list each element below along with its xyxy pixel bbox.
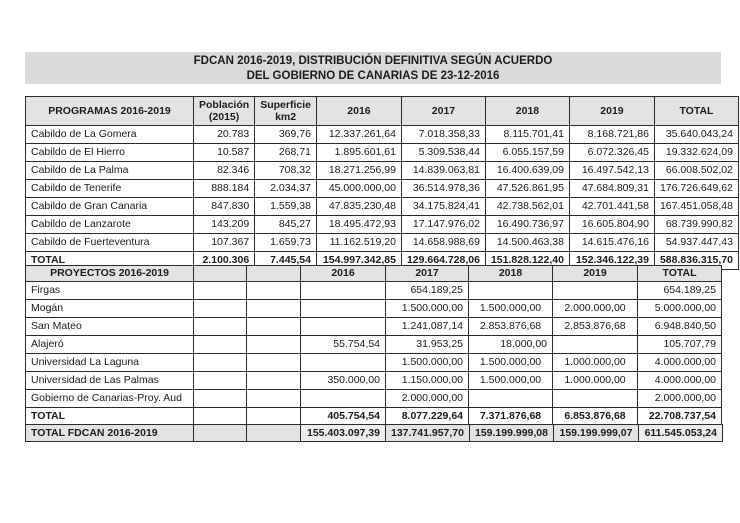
cell-2018	[469, 282, 553, 300]
cell-2017: 1.241.087,14	[386, 318, 469, 336]
cell-2017: 34.175.824,41	[401, 198, 485, 216]
cell-total: 19.332.624,09	[654, 144, 738, 162]
cell-2018: 7.371.876,68	[469, 408, 553, 426]
cell-total: 2.000.000,00	[638, 390, 722, 408]
row-name: Cabildo de La Palma	[26, 162, 194, 180]
cell-2019: 16.497.542,13	[569, 162, 654, 180]
row-name: Cabildo de La Gomera	[26, 126, 194, 144]
cell-total: 68.739.990,82	[654, 216, 738, 234]
cell-superficie: 268,71	[255, 144, 317, 162]
table-row	[26, 336, 722, 354]
row-name: Firgas	[26, 282, 194, 300]
cell-total: 588.836.315,70	[654, 252, 738, 270]
header-proyectos: PROYECTOS 2016-2019	[26, 266, 194, 282]
table-row	[26, 180, 739, 198]
cell-2016	[301, 318, 386, 336]
cell-2018: 1.500.000,00	[469, 300, 553, 318]
cell-superficie: 1.659,73	[255, 234, 317, 252]
header-2019: 2019	[553, 266, 638, 282]
cell-total: 4.000.000,00	[638, 354, 722, 372]
cell-2017: 31.953,25	[386, 336, 469, 354]
proyectos-header-row	[26, 266, 722, 282]
cell-2017: 14.658.988,69	[401, 234, 485, 252]
cell-2018: 151.828.122,40	[485, 252, 569, 270]
proyectos-table	[25, 265, 722, 426]
row-name: Gobierno de Canarias-Proy. Aud	[26, 390, 194, 408]
cell-poblacion: 888.184	[194, 180, 255, 198]
cell-2019: 14.615.476,16	[569, 234, 654, 252]
cell-2016: 1.895.601,61	[316, 144, 401, 162]
table-row	[26, 216, 739, 234]
table-row	[26, 300, 722, 318]
row-name: Universidad de Las Palmas	[26, 372, 194, 390]
cell-2018: 1.500.000,00	[469, 372, 553, 390]
cell-2017: 1.500.000,00	[386, 300, 469, 318]
cell-2019: 47.684.809,31	[569, 180, 654, 198]
document-title	[25, 52, 721, 84]
cell-poblacion: 847.830	[194, 198, 255, 216]
cell-empty	[194, 408, 247, 426]
title-line-2: DEL GOBIERNO DE CANARIAS DE 23-12-2016	[246, 70, 500, 82]
cell-2016: 154.997.342,85	[316, 252, 401, 270]
cell-empty	[194, 372, 247, 390]
cell-superficie: 2.034,37	[255, 180, 317, 198]
cell-2016: 12.337.261,64	[316, 126, 401, 144]
total-fdcan-table	[25, 424, 723, 442]
cell-2018: 14.500.463,38	[485, 234, 569, 252]
cell-2019: 8.168.721,86	[569, 126, 654, 144]
header-programas: PROGRAMAS 2016-2019	[26, 97, 194, 126]
header-empty-1	[194, 266, 247, 282]
cell-2019: 2.000.000,00	[553, 300, 638, 318]
cell-2019	[553, 336, 638, 354]
cell-2017: 129.664.728,06	[401, 252, 485, 270]
header-superficie	[255, 97, 317, 126]
cell-2018	[469, 390, 553, 408]
cell-superficie: 845,27	[255, 216, 317, 234]
row-name: TOTAL	[26, 408, 194, 426]
cell-empty	[247, 336, 301, 354]
cell-2016	[301, 300, 386, 318]
cell-2017: 8.077.229,64	[386, 408, 469, 426]
cell-poblacion: 82.346	[194, 162, 255, 180]
cell-total: 22.708.737,54	[638, 408, 722, 426]
cell-2019: 16.605.804,90	[569, 216, 654, 234]
cell-total: 5.000.000,00	[638, 300, 722, 318]
row-name: TOTAL	[26, 252, 194, 270]
row-name: Mogán	[26, 300, 194, 318]
cell-2019: 1.000.000,00	[553, 354, 638, 372]
cell-2016	[301, 390, 386, 408]
cell-2016: 155.403.097,39	[301, 425, 386, 442]
cell-poblacion: 10.587	[194, 144, 255, 162]
cell-poblacion: 2.100.306	[194, 252, 255, 270]
cell-total: 611.545.053,24	[639, 425, 723, 442]
cell-empty	[194, 318, 247, 336]
cell-2016: 55.754,54	[301, 336, 386, 354]
header-superficie-l2: km2	[275, 111, 297, 123]
programas-header-row	[26, 97, 739, 126]
table-row	[26, 234, 739, 252]
cell-2019: 6.853.876,68	[553, 408, 638, 426]
cell-total: 6.948.840,50	[638, 318, 722, 336]
header-2017: 2017	[386, 266, 469, 282]
header-2016: 2016	[301, 266, 386, 282]
row-name: Cabildo de Gran Canaria	[26, 198, 194, 216]
cell-total: 105.707,79	[638, 336, 722, 354]
cell-2018: 159.199.999,08	[470, 425, 554, 442]
header-poblacion	[194, 97, 255, 126]
cell-2017: 5.309.538,44	[401, 144, 485, 162]
header-total: TOTAL	[638, 266, 722, 282]
table-row	[26, 372, 722, 390]
cell-empty	[194, 425, 247, 442]
cell-total: 167.451.058,48	[654, 198, 738, 216]
cell-total: 35.640.043,24	[654, 126, 738, 144]
cell-2019: 1.000.000,00	[553, 372, 638, 390]
cell-empty	[194, 300, 247, 318]
cell-2016	[301, 282, 386, 300]
header-total: TOTAL	[654, 97, 738, 126]
cell-empty	[247, 282, 301, 300]
cell-2018: 42.738.562,01	[485, 198, 569, 216]
table-row	[26, 282, 722, 300]
cell-empty	[247, 425, 301, 442]
header-poblacion-l2: (2015)	[208, 111, 240, 123]
row-name: Cabildo de Fuerteventura	[26, 234, 194, 252]
cell-2018: 1.500.000,00	[469, 354, 553, 372]
cell-2019	[553, 390, 638, 408]
header-2019: 2019	[569, 97, 654, 126]
cell-superficie: 7.445,54	[255, 252, 317, 270]
cell-2018: 8.115.701,41	[485, 126, 569, 144]
cell-2016: 11.162.519,20	[316, 234, 401, 252]
row-name: Cabildo de Lanzarote	[26, 216, 194, 234]
row-name: Universidad La Laguna	[26, 354, 194, 372]
total-fdcan-row	[26, 425, 723, 442]
row-name: Cabildo de El Hierro	[26, 144, 194, 162]
cell-2016: 405.754,54	[301, 408, 386, 426]
cell-empty	[194, 282, 247, 300]
header-2016: 2016	[316, 97, 401, 126]
cell-2019: 42.701.441,58	[569, 198, 654, 216]
cell-2017: 1.150.000,00	[386, 372, 469, 390]
cell-superficie: 708,32	[255, 162, 317, 180]
cell-2017: 137.741.957,70	[386, 425, 470, 442]
cell-2016: 350.000,00	[301, 372, 386, 390]
cell-2017: 7.018.358,33	[401, 126, 485, 144]
cell-2018: 47.526.861,95	[485, 180, 569, 198]
proyectos-total-row	[26, 408, 722, 426]
cell-2019: 6.072.326,45	[569, 144, 654, 162]
cell-superficie: 1.559,38	[255, 198, 317, 216]
cell-2019: 2.853.876,68	[553, 318, 638, 336]
cell-empty	[194, 354, 247, 372]
cell-2018: 16.490.736,97	[485, 216, 569, 234]
cell-empty	[247, 390, 301, 408]
cell-2016	[301, 354, 386, 372]
row-name: Cabildo de Tenerife	[26, 180, 194, 198]
cell-2018: 6.055.157,59	[485, 144, 569, 162]
cell-2019: 159.199.999,07	[554, 425, 639, 442]
row-name: TOTAL FDCAN 2016-2019	[26, 425, 194, 442]
cell-2016: 18.495.472,93	[316, 216, 401, 234]
cell-2018: 16.400.639,09	[485, 162, 569, 180]
header-empty-2	[247, 266, 301, 282]
header-2018: 2018	[485, 97, 569, 126]
header-superficie-l1: Superficie	[260, 99, 311, 111]
cell-2016: 18.271.256,99	[316, 162, 401, 180]
cell-total: 54.937.447,43	[654, 234, 738, 252]
cell-2016: 45.000.000,00	[316, 180, 401, 198]
programas-table	[25, 96, 739, 270]
cell-empty	[194, 336, 247, 354]
cell-2017: 36.514.978,36	[401, 180, 485, 198]
cell-total: 66.008.502,02	[654, 162, 738, 180]
cell-2018: 18.000,00	[469, 336, 553, 354]
cell-total: 176.726.649,62	[654, 180, 738, 198]
table-row	[26, 390, 722, 408]
cell-empty	[247, 318, 301, 336]
cell-poblacion: 143.209	[194, 216, 255, 234]
cell-2017: 17.147.976,02	[401, 216, 485, 234]
row-name: Alajeró	[26, 336, 194, 354]
table-row	[26, 354, 722, 372]
cell-empty	[247, 372, 301, 390]
table-row	[26, 144, 739, 162]
cell-2017: 14.839.063,81	[401, 162, 485, 180]
cell-2016: 47.835.230,48	[316, 198, 401, 216]
cell-2017: 654.189,25	[386, 282, 469, 300]
cell-total: 654.189,25	[638, 282, 722, 300]
table-row	[26, 318, 722, 336]
cell-poblacion: 20.783	[194, 126, 255, 144]
table-row	[26, 126, 739, 144]
cell-2018: 2.853.876,68	[469, 318, 553, 336]
cell-2017: 1.500.000,00	[386, 354, 469, 372]
header-2017: 2017	[401, 97, 485, 126]
cell-total: 4.000.000,00	[638, 372, 722, 390]
cell-2017: 2.000.000,00	[386, 390, 469, 408]
cell-poblacion: 107.367	[194, 234, 255, 252]
table-row	[26, 162, 739, 180]
cell-empty	[247, 300, 301, 318]
cell-empty	[194, 390, 247, 408]
header-poblacion-l1: Población	[199, 99, 250, 111]
header-2018: 2018	[469, 266, 553, 282]
row-name: San Mateo	[26, 318, 194, 336]
table-row	[26, 198, 739, 216]
title-line-1: FDCAN 2016-2019, DISTRIBUCIÓN DEFINITIVA SEGÚN ACUERDO	[193, 55, 553, 67]
cell-2019: 152.346.122,39	[569, 252, 654, 270]
cell-superficie: 369,76	[255, 126, 317, 144]
cell-2019	[553, 282, 638, 300]
cell-empty	[247, 408, 301, 426]
cell-empty	[247, 354, 301, 372]
